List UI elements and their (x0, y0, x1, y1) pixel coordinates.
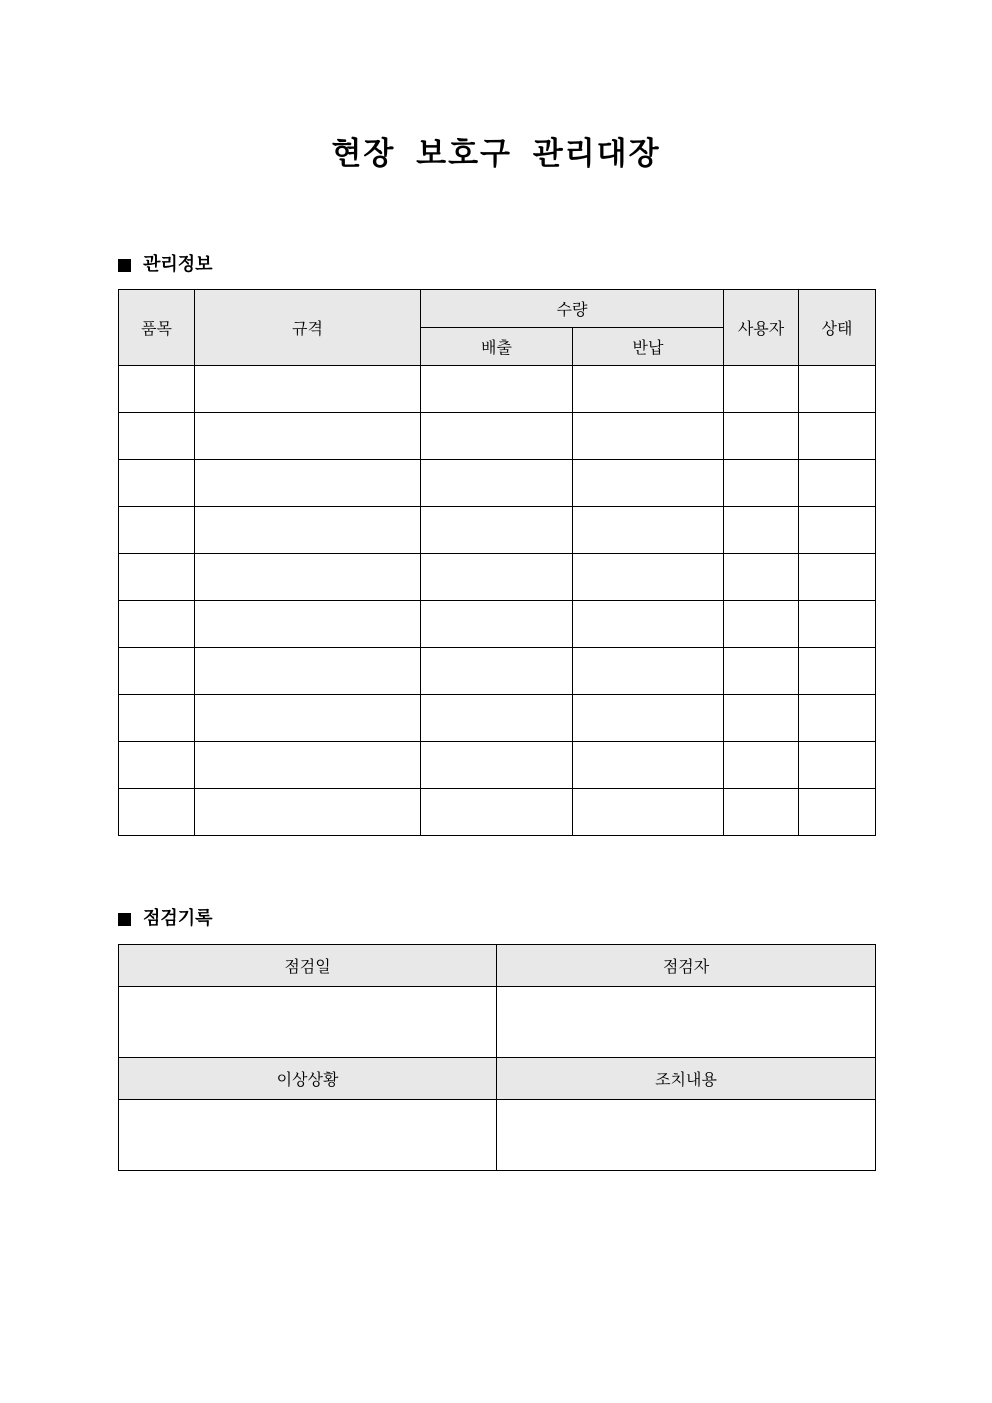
header-spec: 규격 (195, 290, 421, 366)
cell-return[interactable] (573, 601, 724, 648)
header-status: 상태 (799, 290, 876, 366)
cell-spec[interactable] (195, 789, 421, 836)
cell-spec[interactable] (195, 742, 421, 789)
cell-item[interactable] (119, 789, 195, 836)
table-header-row (119, 290, 876, 328)
cell-return[interactable] (573, 460, 724, 507)
inspection-record-table (118, 944, 876, 1171)
cell-status[interactable] (799, 460, 876, 507)
header-inspection-date: 점검일 (119, 945, 497, 987)
cell-user[interactable] (724, 413, 799, 460)
header-quantity: 수량 (421, 290, 724, 328)
cell-item[interactable] (119, 507, 195, 554)
cell-return[interactable] (573, 789, 724, 836)
cell-spec[interactable] (195, 554, 421, 601)
section-heading-management-info (118, 253, 213, 277)
cell-status[interactable] (799, 507, 876, 554)
cell-out[interactable] (421, 601, 573, 648)
cell-spec[interactable] (195, 695, 421, 742)
management-info-table (118, 289, 876, 836)
cell-user[interactable] (724, 648, 799, 695)
section-heading-label: 관리정보 (143, 254, 213, 275)
section-heading-inspection-record (118, 907, 213, 931)
table-row (119, 413, 876, 460)
cell-user[interactable] (724, 789, 799, 836)
table-row (119, 507, 876, 554)
cell-spec[interactable] (195, 460, 421, 507)
cell-user[interactable] (724, 554, 799, 601)
cell-status[interactable] (799, 366, 876, 413)
cell-out[interactable] (421, 413, 573, 460)
cell-out[interactable] (421, 366, 573, 413)
table-row (119, 987, 876, 1058)
header-user: 사용자 (724, 290, 799, 366)
square-bullet-icon (118, 913, 131, 926)
cell-out[interactable] (421, 554, 573, 601)
table-header-row (119, 945, 876, 987)
cell-spec[interactable] (195, 507, 421, 554)
cell-user[interactable] (724, 460, 799, 507)
table-row (119, 695, 876, 742)
header-item: 품목 (119, 290, 195, 366)
cell-out[interactable] (421, 460, 573, 507)
square-bullet-icon (118, 259, 131, 272)
cell-return[interactable] (573, 648, 724, 695)
header-action-taken: 조치내용 (497, 1058, 876, 1100)
cell-out[interactable] (421, 695, 573, 742)
header-return: 반납 (573, 328, 724, 366)
cell-user[interactable] (724, 507, 799, 554)
table-row (119, 742, 876, 789)
cell-item[interactable] (119, 742, 195, 789)
cell-status[interactable] (799, 742, 876, 789)
cell-user[interactable] (724, 695, 799, 742)
cell-spec[interactable] (195, 601, 421, 648)
table-row (119, 789, 876, 836)
cell-status[interactable] (799, 554, 876, 601)
cell-spec[interactable] (195, 648, 421, 695)
header-inspector: 점검자 (497, 945, 876, 987)
cell-return[interactable] (573, 413, 724, 460)
table-row (119, 554, 876, 601)
cell-item[interactable] (119, 460, 195, 507)
cell-item[interactable] (119, 366, 195, 413)
cell-item[interactable] (119, 554, 195, 601)
cell-return[interactable] (573, 742, 724, 789)
cell-out[interactable] (421, 789, 573, 836)
cell-return[interactable] (573, 695, 724, 742)
table-row (119, 648, 876, 695)
cell-user[interactable] (724, 601, 799, 648)
table-row (119, 601, 876, 648)
cell-inspection-date[interactable] (119, 987, 497, 1058)
cell-spec[interactable] (195, 413, 421, 460)
cell-status[interactable] (799, 601, 876, 648)
cell-inspector[interactable] (497, 987, 876, 1058)
cell-item[interactable] (119, 695, 195, 742)
cell-spec[interactable] (195, 366, 421, 413)
cell-return[interactable] (573, 554, 724, 601)
table-row (119, 460, 876, 507)
header-abnormality: 이상상황 (119, 1058, 497, 1100)
header-out: 배출 (421, 328, 573, 366)
cell-out[interactable] (421, 507, 573, 554)
cell-out[interactable] (421, 648, 573, 695)
cell-item[interactable] (119, 413, 195, 460)
table-row (119, 366, 876, 413)
cell-item[interactable] (119, 648, 195, 695)
cell-action-taken[interactable] (497, 1100, 876, 1171)
table-header-row (119, 1058, 876, 1100)
cell-return[interactable] (573, 507, 724, 554)
cell-status[interactable] (799, 695, 876, 742)
section-heading-label: 점검기록 (143, 908, 213, 929)
page-title: 현장 보호구 관리대장 (331, 136, 661, 172)
cell-status[interactable] (799, 648, 876, 695)
cell-abnormality[interactable] (119, 1100, 497, 1171)
cell-status[interactable] (799, 789, 876, 836)
cell-item[interactable] (119, 601, 195, 648)
cell-user[interactable] (724, 366, 799, 413)
cell-out[interactable] (421, 742, 573, 789)
cell-user[interactable] (724, 742, 799, 789)
table-row (119, 1100, 876, 1171)
cell-return[interactable] (573, 366, 724, 413)
cell-status[interactable] (799, 413, 876, 460)
